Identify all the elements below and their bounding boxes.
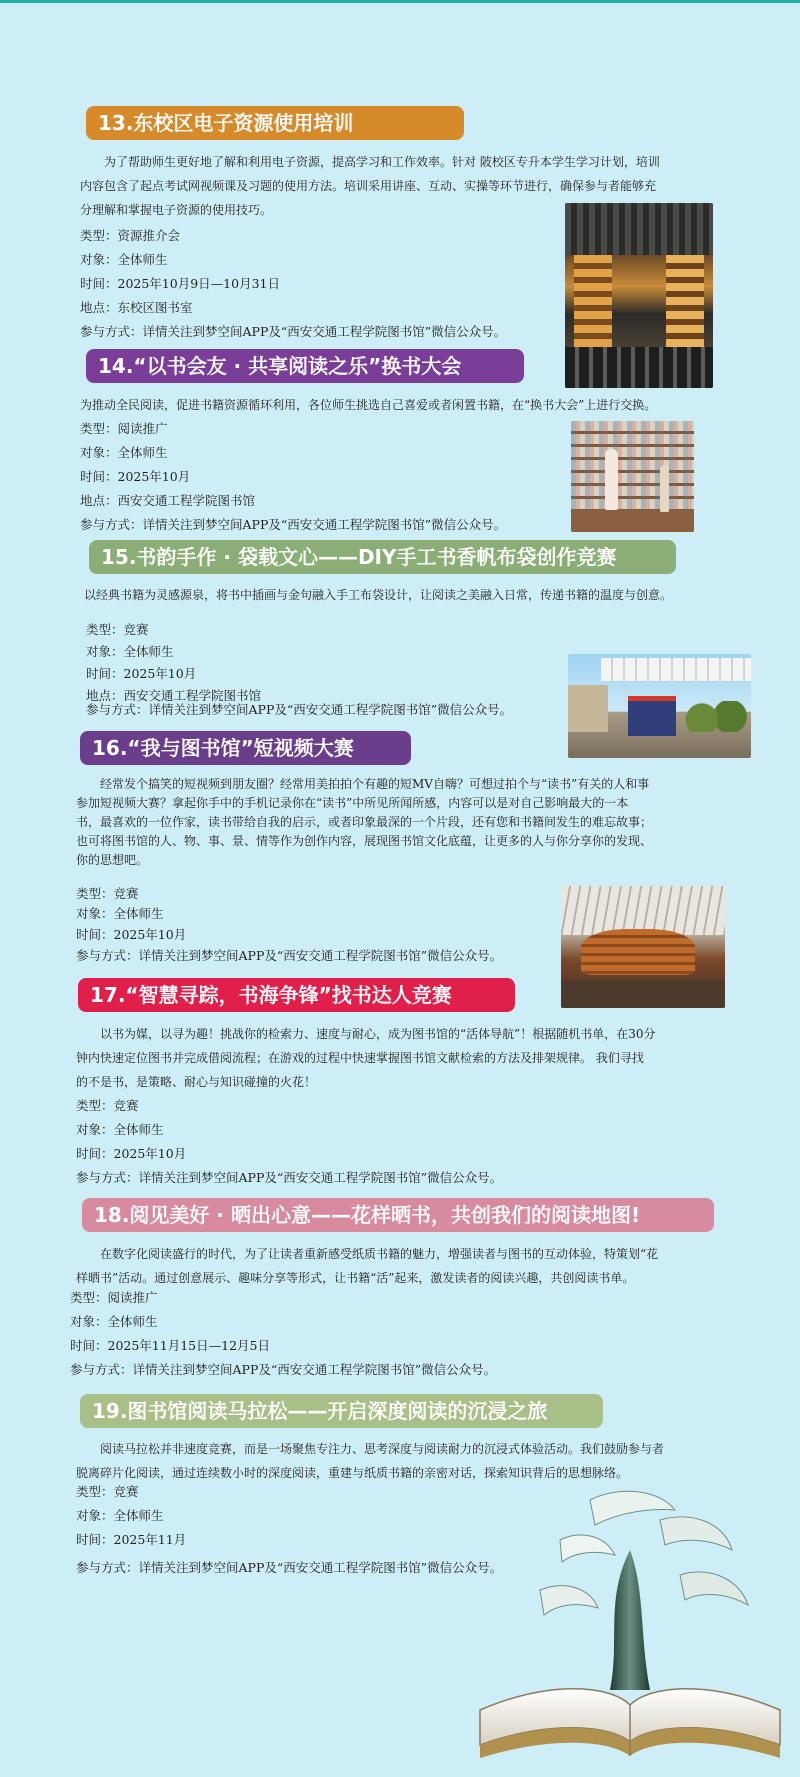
section-14-title: 14.“以书会友 · 共享阅读之乐”换书大会 [86, 349, 524, 383]
section-18-intro: 在数字化阅读盛行的时代，为了让读者重新感受纸质书籍的魅力，增强读者与图书的互动体验，特策划“花 样晒书”活动。通过创意展示、趣味分享等形式，让书籍“活”起来，激发读者的阅读兴趣，共创阅读书单。 [76, 1247, 659, 1285]
section-16-type: 类型：竞赛 [76, 886, 139, 901]
section-15-title: 15.书韵手作 · 袋载文心——DIY手工书香帆布袋创作竞赛 [89, 540, 676, 574]
section-13-participation: 参与方式：详情关注到梦空间APP及“西安交通工程学院图书馆”微信公众号。 [80, 324, 507, 339]
section-15-time: 时间：2025年10月 [86, 666, 197, 681]
open-book-illustration [470, 1480, 790, 1770]
section-14-participation: 参与方式：详情关注到梦空间APP及“西安交通工程学院图书馆”微信公众号。 [80, 517, 507, 532]
section-14-location: 地点：西安交通工程学院图书馆 [80, 493, 256, 508]
section-13-type: 类型：资源推介会 [80, 228, 181, 243]
train-station-photo [568, 654, 751, 758]
section-16-intro: 经常发个搞笑的短视频到朋友圈？经常用美拍拍个有趣的短MV自嗨？可想过拍个与“读书”有关的人和事 参加短视频大赛？拿起你手中的手机记录你在“读书”中所见所闻所感，内容可以是对自己影响最大的一本 书，最喜欢的一位作家，读书带给自我的启示，或者印象最深的一个片段，还有您和书籍间发生的难忘故事； 也可将图书馆的人、物、事、景、情等作为创作内容，展现图书馆文化底蕴，让更多的人与你分享你的发现、 你的思想吧。 [76, 777, 653, 867]
section-16-participation: 参与方式：详情关注到梦空间APP及“西安交通工程学院图书馆”微信公众号。 [76, 948, 503, 963]
section-17-title: 17.“智慧寻踪，书海争锋”找书达人竞赛 [78, 978, 515, 1012]
library-interior-photo [561, 886, 725, 1008]
section-18-participation: 参与方式：详情关注到梦空间APP及“西安交通工程学院图书馆”微信公众号。 [70, 1362, 497, 1377]
section-16-time: 时间：2025年10月 [76, 927, 187, 942]
bookshelf-readers-photo [571, 421, 694, 532]
section-13-audience: 对象：全体师生 [80, 252, 168, 267]
library-atrium-photo [565, 203, 713, 388]
section-18-type: 类型：阅读推广 [70, 1290, 158, 1305]
section-14-intro: 为推动全民阅读，促进书籍资源循环利用，各位师生挑选自己喜爱或者闲置书籍，在“换书大会”上进行交换。 [80, 398, 657, 412]
section-19-participation: 参与方式：详情关注到梦空间APP及“西安交通工程学院图书馆”微信公众号。 [76, 1560, 503, 1575]
section-15-intro: 以经典书籍为灵感源泉，将书中插画与金句融入手工布袋设计，让阅读之美融入日常，传递书籍的温度与创意。 [84, 588, 673, 602]
section-17-audience: 对象：全体师生 [76, 1122, 164, 1137]
section-15-type: 类型：竞赛 [86, 622, 149, 637]
section-13-title: 13.东校区电子资源使用培训 [86, 106, 464, 140]
top-accent-bar [0, 0, 800, 3]
section-13-intro: 为了帮助师生更好地了解和利用电子资源，提高学习和工作效率。针对 陂校区专升本学生学习计划，培训 内容包含了起点考试网视频课及习题的使用方法。培训采用讲座、互动、实操等环节进行，确保参与者能够充 分理解和掌握电子资源的使用技巧。 [80, 155, 660, 217]
section-19-time: 时间：2025年11月 [76, 1532, 187, 1547]
section-14-time: 时间：2025年10月 [80, 469, 191, 484]
section-19-type: 类型：竞赛 [76, 1484, 139, 1499]
section-19-audience: 对象：全体师生 [76, 1508, 164, 1523]
section-19-title: 19.图书馆阅读马拉松——开启深度阅读的沉浸之旅 [80, 1394, 603, 1428]
section-18-audience: 对象：全体师生 [70, 1314, 158, 1329]
section-15-participation: 参与方式：详情关注到梦空间APP及“西安交通工程学院图书馆”微信公众号。 [86, 702, 513, 717]
section-13-time: 时间：2025年10月9日—10月31日 [80, 276, 280, 291]
section-18-title: 18.阅见美好 · 晒出心意——花样晒书，共创我们的阅读地图! [82, 1198, 714, 1232]
section-17-type: 类型：竞赛 [76, 1098, 139, 1113]
section-16-audience: 对象：全体师生 [76, 906, 164, 921]
section-17-participation: 参与方式：详情关注到梦空间APP及“西安交通工程学院图书馆”微信公众号。 [76, 1170, 503, 1185]
section-14-type: 类型：阅读推广 [80, 421, 168, 436]
section-18-time: 时间：2025年11月15日—12月5日 [70, 1338, 270, 1353]
section-16-title: 16.“我与图书馆”短视频大赛 [80, 731, 411, 765]
section-13-location: 地点：东校区图书室 [80, 300, 193, 315]
section-19-intro: 阅读马拉松并非速度竞赛，而是一场聚焦专注力、思考深度与阅读耐力的沉浸式体验活动。我们鼓励参与者 脱离碎片化阅读，通过连续数小时的深度阅读，重建与纸质书籍的亲密对话，探索知识背后的思想脉络。 [76, 1442, 665, 1480]
section-14-audience: 对象：全体师生 [80, 445, 168, 460]
section-17-time: 时间：2025年10月 [76, 1146, 187, 1161]
section-15-audience: 对象：全体师生 [86, 644, 174, 659]
section-17-intro: 以书为媒，以寻为趣！挑战你的检索力、速度与耐心，成为图书馆的“活体导航”！根据随机书单，在30分 钟内快速定位图书并完成借阅流程；在游戏的过程中快速掌握图书馆文献检索的方法及排架规律。 我们寻找 的不是书，是策略、耐心与知识碰撞的火花！ [76, 1027, 656, 1089]
section-15-location: 地点：西安交通工程学院图书馆 [86, 688, 262, 703]
